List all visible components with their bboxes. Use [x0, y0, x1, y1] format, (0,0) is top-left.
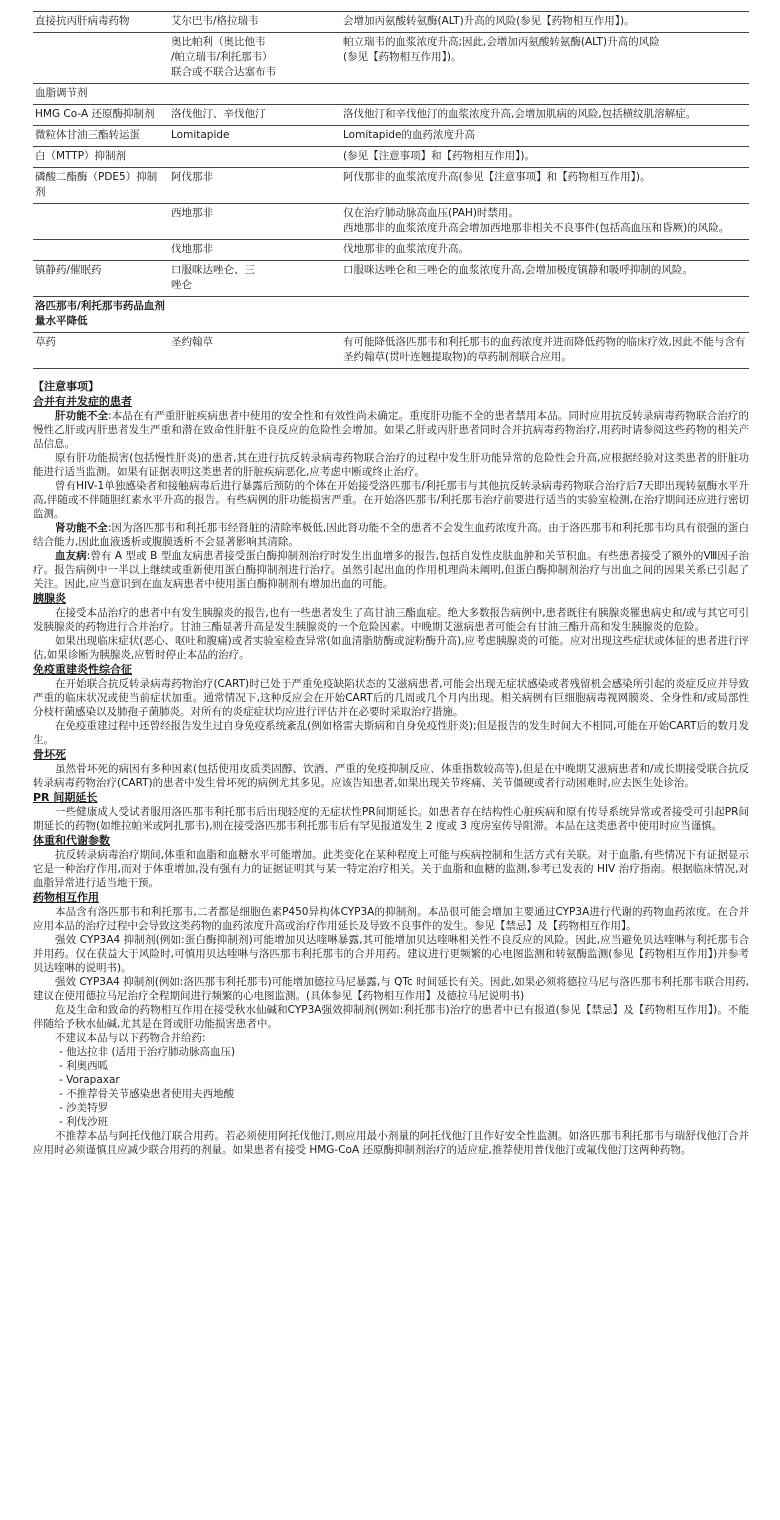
- table-row: [33, 33, 749, 84]
- paragraph: 一些健康成人受试者服用洛匹那韦利托那韦后出现轻度的无症状性PR间期延长。如患者存在结构性心脏疾病和原有传导系统异常或者接受可引起PR间期延长的药物(如维拉帕米或阿扎那韦),则在接受洛匹那韦利托那韦后有罕见报道发生 2 度或 3 度房室传导阻滞。本品在这类患者中使用时应当谨慎。: [33, 806, 749, 832]
- drug-cell: 口服咪达唑仑、三 唑仑: [169, 261, 337, 297]
- list-item: - 沙美特罗: [59, 1102, 109, 1114]
- text-hepatic: :本品在有严重肝脏疾病患者中使用的安全性和有效性尚未确定。重度肝功能不全的患者禁用本品。同时应用抗反转录病毒药物联合治疗的慢性乙肝或丙肝患者发生严重和潜在致命性肝脏不良反应的危险性会增加。如果乙肝或丙肝患者同时合并抗病毒药物治疗,用药时请参阅这些药物的相关产品信息。: [33, 410, 750, 450]
- effect-cell: 会增加丙氨酸转氨酶(ALT)升高的风险(参见【药物相互作用】)。: [337, 12, 749, 33]
- list-item: - 利伐沙班: [59, 1116, 109, 1128]
- paragraph-renal: [33, 521, 749, 549]
- text-hemophilia: :曾有 A 型或 B 型血友病患者接受蛋白酶抑制剂治疗时发生出血增多的报告,包括自发性皮肤血肿和关节积血。有些患者接受了额外的Ⅷ因子治疗。报告病例中一半以上继续或重新使用蛋白酶抑制剂进行治疗。虽然引起出血的作用机理尚未阐明,但蛋白酶抑制剂治疗与出血之间的因果关系已引起了关注。因此,应当意识到在血友病患者中使用蛋白酶抑制剂有增加出血的可能。: [33, 550, 750, 590]
- table-row: [33, 12, 749, 33]
- precautions-section: [33, 379, 749, 1157]
- table-row: [33, 126, 749, 147]
- paragraph: 不建议本品与以下药物合并给药:: [55, 1032, 206, 1044]
- effect-cell: [337, 84, 749, 105]
- effect-cell: 有可能降低洛匹那韦和利托那韦的血药浓度并进而降低药物的临床疗效,因此不能与含有圣约翰草(贯叶连翘提取物)的草药制剂联合应用。: [337, 333, 749, 369]
- effect-cell: 阿伐那非的血浆浓度升高(参见【注意事项】和【药物相互作用】)。: [337, 168, 749, 204]
- section-title-complications: 合并有并发症的患者: [33, 395, 132, 408]
- lead-hepatic: 肝功能不全: [55, 410, 109, 422]
- category-cell: 血脂调节剂: [33, 84, 169, 105]
- paragraph: 危及生命和致命的药物相互作用在接受秋水仙碱和CYP3A强效抑制剂(例如:利托那韦)治疗的患者中已有报道(参见【禁忌】及【药物相互作用】)。不能伴随给予秋水仙碱,尤其是在肾或肝功能损害患者中。: [33, 1004, 749, 1030]
- category-cell: [33, 33, 169, 84]
- category-cell: 草药: [33, 333, 169, 369]
- paragraph: 如果出现临床症状(恶心、呕吐和腹痛)或者实验室检查异常(如血清脂肪酶或淀粉酶升高),应考虑胰腺炎的可能。应对出现这些症状或体征的患者进行评估,如果诊断为胰腺炎,应暂时停止本品的治疗。: [33, 635, 749, 661]
- drug-cell: 艾尔巴韦/格拉瑞韦: [169, 12, 337, 33]
- category-cell: 白（MTTP）抑制剂: [33, 147, 169, 168]
- drug-cell: Lomitapide: [169, 126, 337, 147]
- list-item: - 他达拉非 (适用于治疗肺动脉高血压): [59, 1046, 236, 1058]
- paragraph-hepatic: [33, 409, 749, 451]
- paragraph: 强效 CYP3A4 抑制剂(例如:洛匹那韦利托那韦)可能增加德拉马尼暴露,与 QTc 时间延长有关。因此,如果必须将德拉马尼与洛匹那韦利托那韦联合用药,建议在使用德拉马尼治疗全程期间进行频繁的心电图监测。(具体参见【药物相互作用】及德拉马尼说明书): [33, 976, 749, 1002]
- table-row: [33, 204, 749, 240]
- precautions-heading: 【注意事项】: [33, 380, 99, 393]
- drug-interaction-table: [33, 11, 749, 369]
- table-row: [33, 297, 749, 333]
- list-item: - Vorapaxar: [59, 1074, 120, 1086]
- paragraph: 本品含有洛匹那韦和利托那韦,二者都是细胞色素P450异构体CYP3A的抑制剂。本品很可能会增加主要通过CYP3A进行代谢的药物血药浓度。在合并应用本品的治疗过程中会导致这类药物的血药浓度升高或治疗作用延长及导致不良事件的发生。参见【禁忌】及【药物相互作用】。: [33, 906, 749, 932]
- effect-cell: 伐地那非的血浆浓度升高。: [337, 240, 749, 261]
- paragraph: 不推荐本品与阿托伐他汀联合用药。若必须使用阿托伐他汀,则应用最小剂量的阿托伐他汀且作好安全性监测。如洛匹那韦利托那韦与瑞舒伐他汀合并应用时必须谨慎且应减少联合用药的剂量。如果患者有接受 HMG-CoA 还原酶抑制剂治疗的适应症,推荐使用普伐他汀或氟伐他汀这两种药物。: [33, 1130, 749, 1156]
- table-row: [33, 105, 749, 126]
- effect-cell: 口服咪达唑仑和三唑仑的血浆浓度升高,会增加极度镇静和吸呼抑制的风险。: [337, 261, 749, 297]
- section-title-pancreatitis: 胰腺炎: [33, 592, 66, 605]
- paragraph: 原有肝功能损害(包括慢性肝炎)的患者,其在进行抗反转录病毒药物联合治疗的过程中发生肝功能异常的危险性会升高,应根据经验对这类患者的肝脏功能进行适当监测。如果有证据表明这类患者的肝脏疾病恶化,应考虑中断或终止治疗。: [33, 452, 749, 478]
- effect-cell: 帕立瑞韦的血浆浓度升高;因此,会增加丙氨酸转氨酶(ALT)升高的风险 (参见【药物相互作用】)。: [337, 33, 749, 84]
- effect-cell: Lomitapide的血药浓度升高: [337, 126, 749, 147]
- drug-cell: [169, 297, 337, 333]
- lead-renal: 肾功能不全: [55, 522, 108, 534]
- paragraph: 在接受本品治疗的患者中有发生胰腺炎的报告,也有一些患者发生了高甘油三酯血症。绝大多数报告病例中,患者既往有胰腺炎罹患病史和/或与其它可引发胰腺炎的药物进行合并治疗。甘油三酯显著升高是发生胰腺炎的一个危险因素。中晚期艾滋病患者可能会有甘油三酯升高和发生胰腺炎的危险。: [33, 607, 749, 633]
- drug-cell: [169, 84, 337, 105]
- effect-cell: [337, 297, 749, 333]
- table-row: [33, 84, 749, 105]
- section-title-interactions: 药物相互作用: [33, 891, 99, 904]
- table-row: [33, 147, 749, 168]
- effect-cell: (参见【注意事项】和【药物相互作用】)。: [337, 147, 749, 168]
- table-row: [33, 261, 749, 297]
- drug-cell: [169, 147, 337, 168]
- category-cell: 磷酸二酯酶（PDE5）抑制剂: [33, 168, 169, 204]
- paragraph: 在免疫重建过程中还曾经报告发生过自身免疫系统紊乱(例如格雷夫斯病和自身免疫性肝炎);但是报告的发生时间大不相同,可能在开始CART后的数月发生。: [33, 720, 749, 746]
- paragraph: 曾有HIV-1单独感染者和接触病毒后进行暴露后预防的个体在开始接受洛匹那韦/利托那韦与其他抗反转录病毒药物联合治疗后7天即出现转氨酶水平升高,伴随或不伴随胆红素水平升高的报告。有些病例的肝功能损害严重。在开始洛匹那韦/利托那韦治疗前要进行适当的实验室检测,在治疗期间还应进行密切监测。: [33, 480, 749, 520]
- drug-cell: 洛伐他汀、辛伐他汀: [169, 105, 337, 126]
- drug-cell: 阿伐那非: [169, 168, 337, 204]
- section-title-metabolic: 体重和代谢参数: [33, 834, 110, 847]
- drug-cell: 西地那非: [169, 204, 337, 240]
- paragraph-hemophilia: [33, 549, 749, 591]
- drug-cell: 奥比帕利（奥比他韦 /帕立瑞韦/利托那韦） 联合或不联合达塞布韦: [169, 33, 337, 84]
- lead-hemophilia: 血友病: [55, 550, 87, 562]
- table-row: [33, 333, 749, 369]
- table-row: [33, 240, 749, 261]
- section-title-iris: 免疫重建炎性综合征: [33, 663, 132, 676]
- category-cell: [33, 240, 169, 261]
- paragraph: 虽然骨坏死的病因有多种因素(包括使用皮质类固醇、饮酒、严重的免疫抑制反应、体重指数较高等),但是在中晚期艾滋病患者和/或长期接受联合抗反转录病毒药物治疗(CART)的患者中发生骨坏死的病例尤其多见。应该告知患者,如果出现关节疼痛、关节僵硬或者行动困难时,应去医生处诊治。: [33, 763, 749, 789]
- category-cell: 镇静药/催眠药: [33, 261, 169, 297]
- category-cell: HMG Co-A 还原酶抑制剂: [33, 105, 169, 126]
- effect-cell: 洛伐他汀和辛伐他汀的血浆浓度升高,会增加肌病的风险,包括横纹肌溶解症。: [337, 105, 749, 126]
- paragraph: 强效 CYP3A4 抑制剂(例如:蛋白酶抑制剂)可能增加贝达喹啉暴露,其可能增加贝达喹啉相关性不良反应的风险。因此,应当避免贝达喹啉与利托那韦合并用药。仅在获益大于风险时,可慎用贝达喹啉与洛匹那韦利托那韦的合并用药。建议进行更频繁的心电图监测和转氨酶监测(参见【药物相互作用】)并参考贝达喹啉的说明书)。: [33, 934, 749, 974]
- effect-cell: 仅在治疗肺动脉高血压(PAH)时禁用。 西地那非的血浆浓度升高会增加西地那非相关不良事件(包括高血压和昏厥)的风险。: [337, 204, 749, 240]
- category-cell: 洛匹那韦/利托那韦药品血剂量水平降低: [33, 297, 169, 333]
- document-page: [33, 8, 749, 1157]
- table-row: [33, 168, 749, 204]
- list-item: - 不推荐骨关节感染患者使用夫西地酸: [59, 1088, 235, 1100]
- text-renal: :因为洛匹那韦和利托那韦经肾脏的清除率极低,因此肾功能不全的患者不会发生血药浓度升高。由于洛匹那韦和利托那韦均具有很强的蛋白结合能力,因此血液透析或腹膜透析不会显著影响其清除。: [33, 522, 750, 548]
- section-title-osteonecrosis: 骨坏死: [33, 748, 66, 761]
- drug-cell: 圣约翰草: [169, 333, 337, 369]
- category-cell: [33, 204, 169, 240]
- section-title-pr-interval: PR 间期延长: [33, 791, 98, 804]
- paragraph: 抗反转录病毒治疗期间,体重和血脂和血糖水平可能增加。此类变化在某种程度上可能与疾病控制和生活方式有关联。对于血脂,有些情况下有证据显示它是一种治疗作用,而对于体重增加,没有强有力的证据证明其与某一特定治疗相关。关于血脂和血糖的监测,参考已发表的 HIV 治疗指南。根据临床情况,对血脂异常进行适当地干预。: [33, 849, 749, 889]
- list-item: - 利奥西呱: [59, 1060, 109, 1072]
- category-cell: 直接抗丙肝病毒药物: [33, 12, 169, 33]
- paragraph: 在开始联合抗反转录病毒药物治疗(CART)时已处于严重免疫缺陷状态的艾滋病患者,可能会出现无症状感染或者残留机会感染所引起的炎症反应并导致严重的临床状况或使当前症状加重。通常情况下,这种反应会在开始CART后的几周或几个月内出现。相关病例有巨细胞病毒视网膜炎、全身性和/或局部性分枝杆菌感染以及肺孢子菌肺炎。对所有的炎症症状均应进行评估并在必要时采取治疗措施。: [33, 678, 749, 718]
- category-cell: 微粒体甘油三酯转运蛋: [33, 126, 169, 147]
- drug-cell: 伐地那非: [169, 240, 337, 261]
